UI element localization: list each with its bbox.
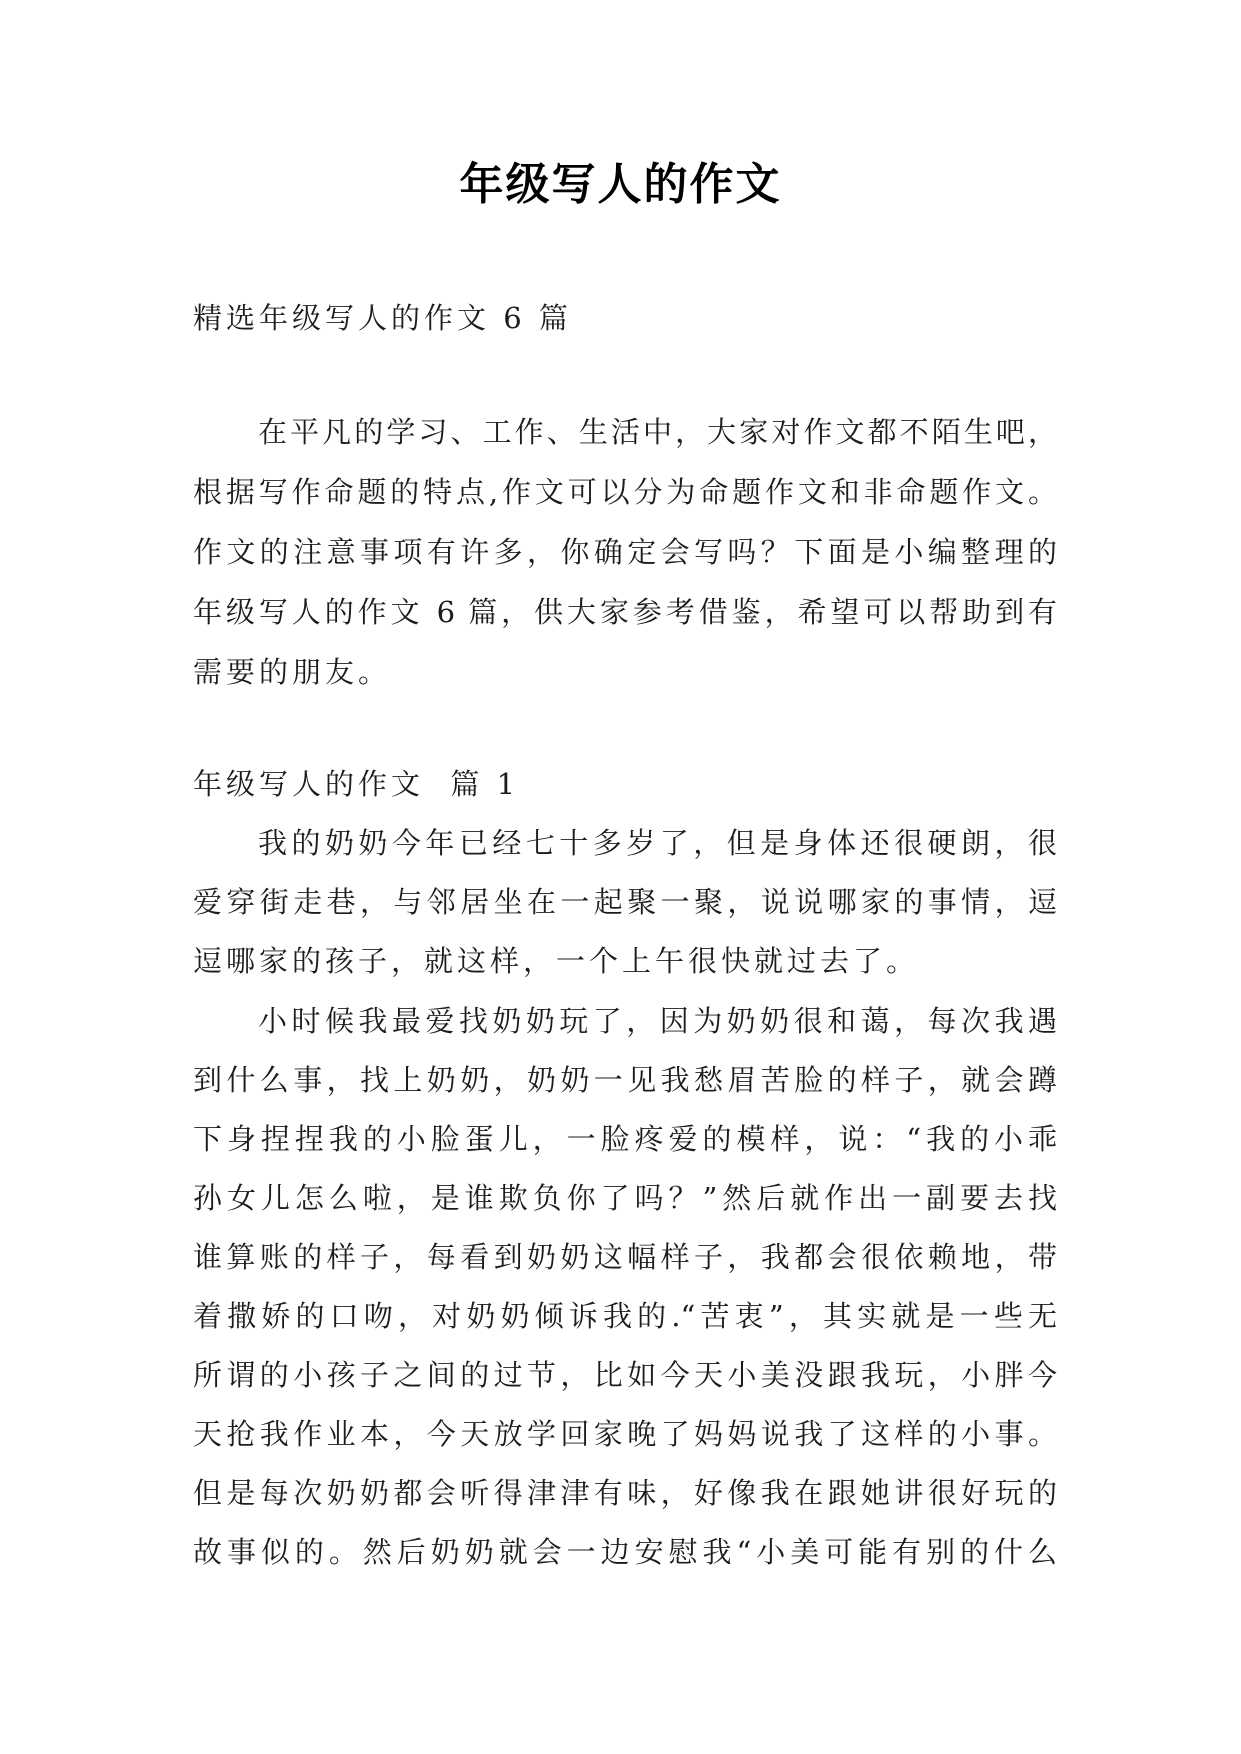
paragraph-line: 小时候我最爱找奶奶玩了，因为奶奶很和蔼，每次我遇 xyxy=(258,1004,1057,1038)
paragraph-line: 谁算账的样子，每看到奶奶这幅样子，我都会很依赖地，带 xyxy=(193,1240,1057,1274)
intro-line: 需要的朋友。 xyxy=(193,655,392,689)
paragraph-line: 故事似的。然后奶奶就会一边安慰我“小美可能有别的什么 xyxy=(193,1535,1057,1569)
intro-line: 年级写人的作文 6 篇，供大家参考借鉴，希望可以帮助到有 xyxy=(193,595,1057,629)
intro-line: 根据写作命题的特点,作文可以分为命题作文和非命题作文。 xyxy=(193,475,1057,509)
paragraph-line: 到什么事，找上奶奶，奶奶一见我愁眉苦脸的样子，就会蹲 xyxy=(193,1063,1057,1097)
section-paragraph xyxy=(193,992,1057,1582)
paragraph-line: 孙女儿怎么啦，是谁欺负你了吗？”然后就作出一副要去找 xyxy=(193,1181,1057,1215)
paragraph-line: 逗哪家的孩子，就这样，一个上午很快就过去了。 xyxy=(193,944,920,978)
section-paragraph xyxy=(193,814,1057,991)
paragraph-line: 下身捏捏我的小脸蛋儿，一脸疼爱的模样，说：“我的小乖 xyxy=(193,1122,1057,1156)
paragraph-line: 我的奶奶今年已经七十多岁了，但是身体还很硬朗，很 xyxy=(258,826,1057,860)
section-heading: 年级写人的作文 篇 1 xyxy=(193,767,520,801)
paragraph-line: 爱穿街走巷，与邻居坐在一起聚一聚，说说哪家的事情，逗 xyxy=(193,885,1057,919)
paragraph-line: 天抢我作业本，今天放学回家晚了妈妈说我了这样的小事。 xyxy=(193,1417,1057,1451)
paragraph-line: 但是每次奶奶都会听得津津有味，好像我在跟她讲很好玩的 xyxy=(193,1476,1057,1510)
document-subtitle: 精选年级写人的作文 6 篇 xyxy=(193,301,572,335)
document-title: 年级写人的作文 xyxy=(459,159,782,210)
paragraph-line: 着撒娇的口吻，对奶奶倾诉我的.“苦衷”，其实就是一些无 xyxy=(193,1299,1057,1333)
intro-line: 作文的注意事项有许多，你确定会写吗？下面是小编整理的 xyxy=(193,535,1057,569)
intro-line: 在平凡的学习、工作、生活中，大家对作文都不陌生吧， xyxy=(258,415,1057,449)
paragraph-line: 所谓的小孩子之间的过节，比如今天小美没跟我玩，小胖今 xyxy=(193,1358,1057,1392)
intro-paragraph xyxy=(193,402,1057,702)
